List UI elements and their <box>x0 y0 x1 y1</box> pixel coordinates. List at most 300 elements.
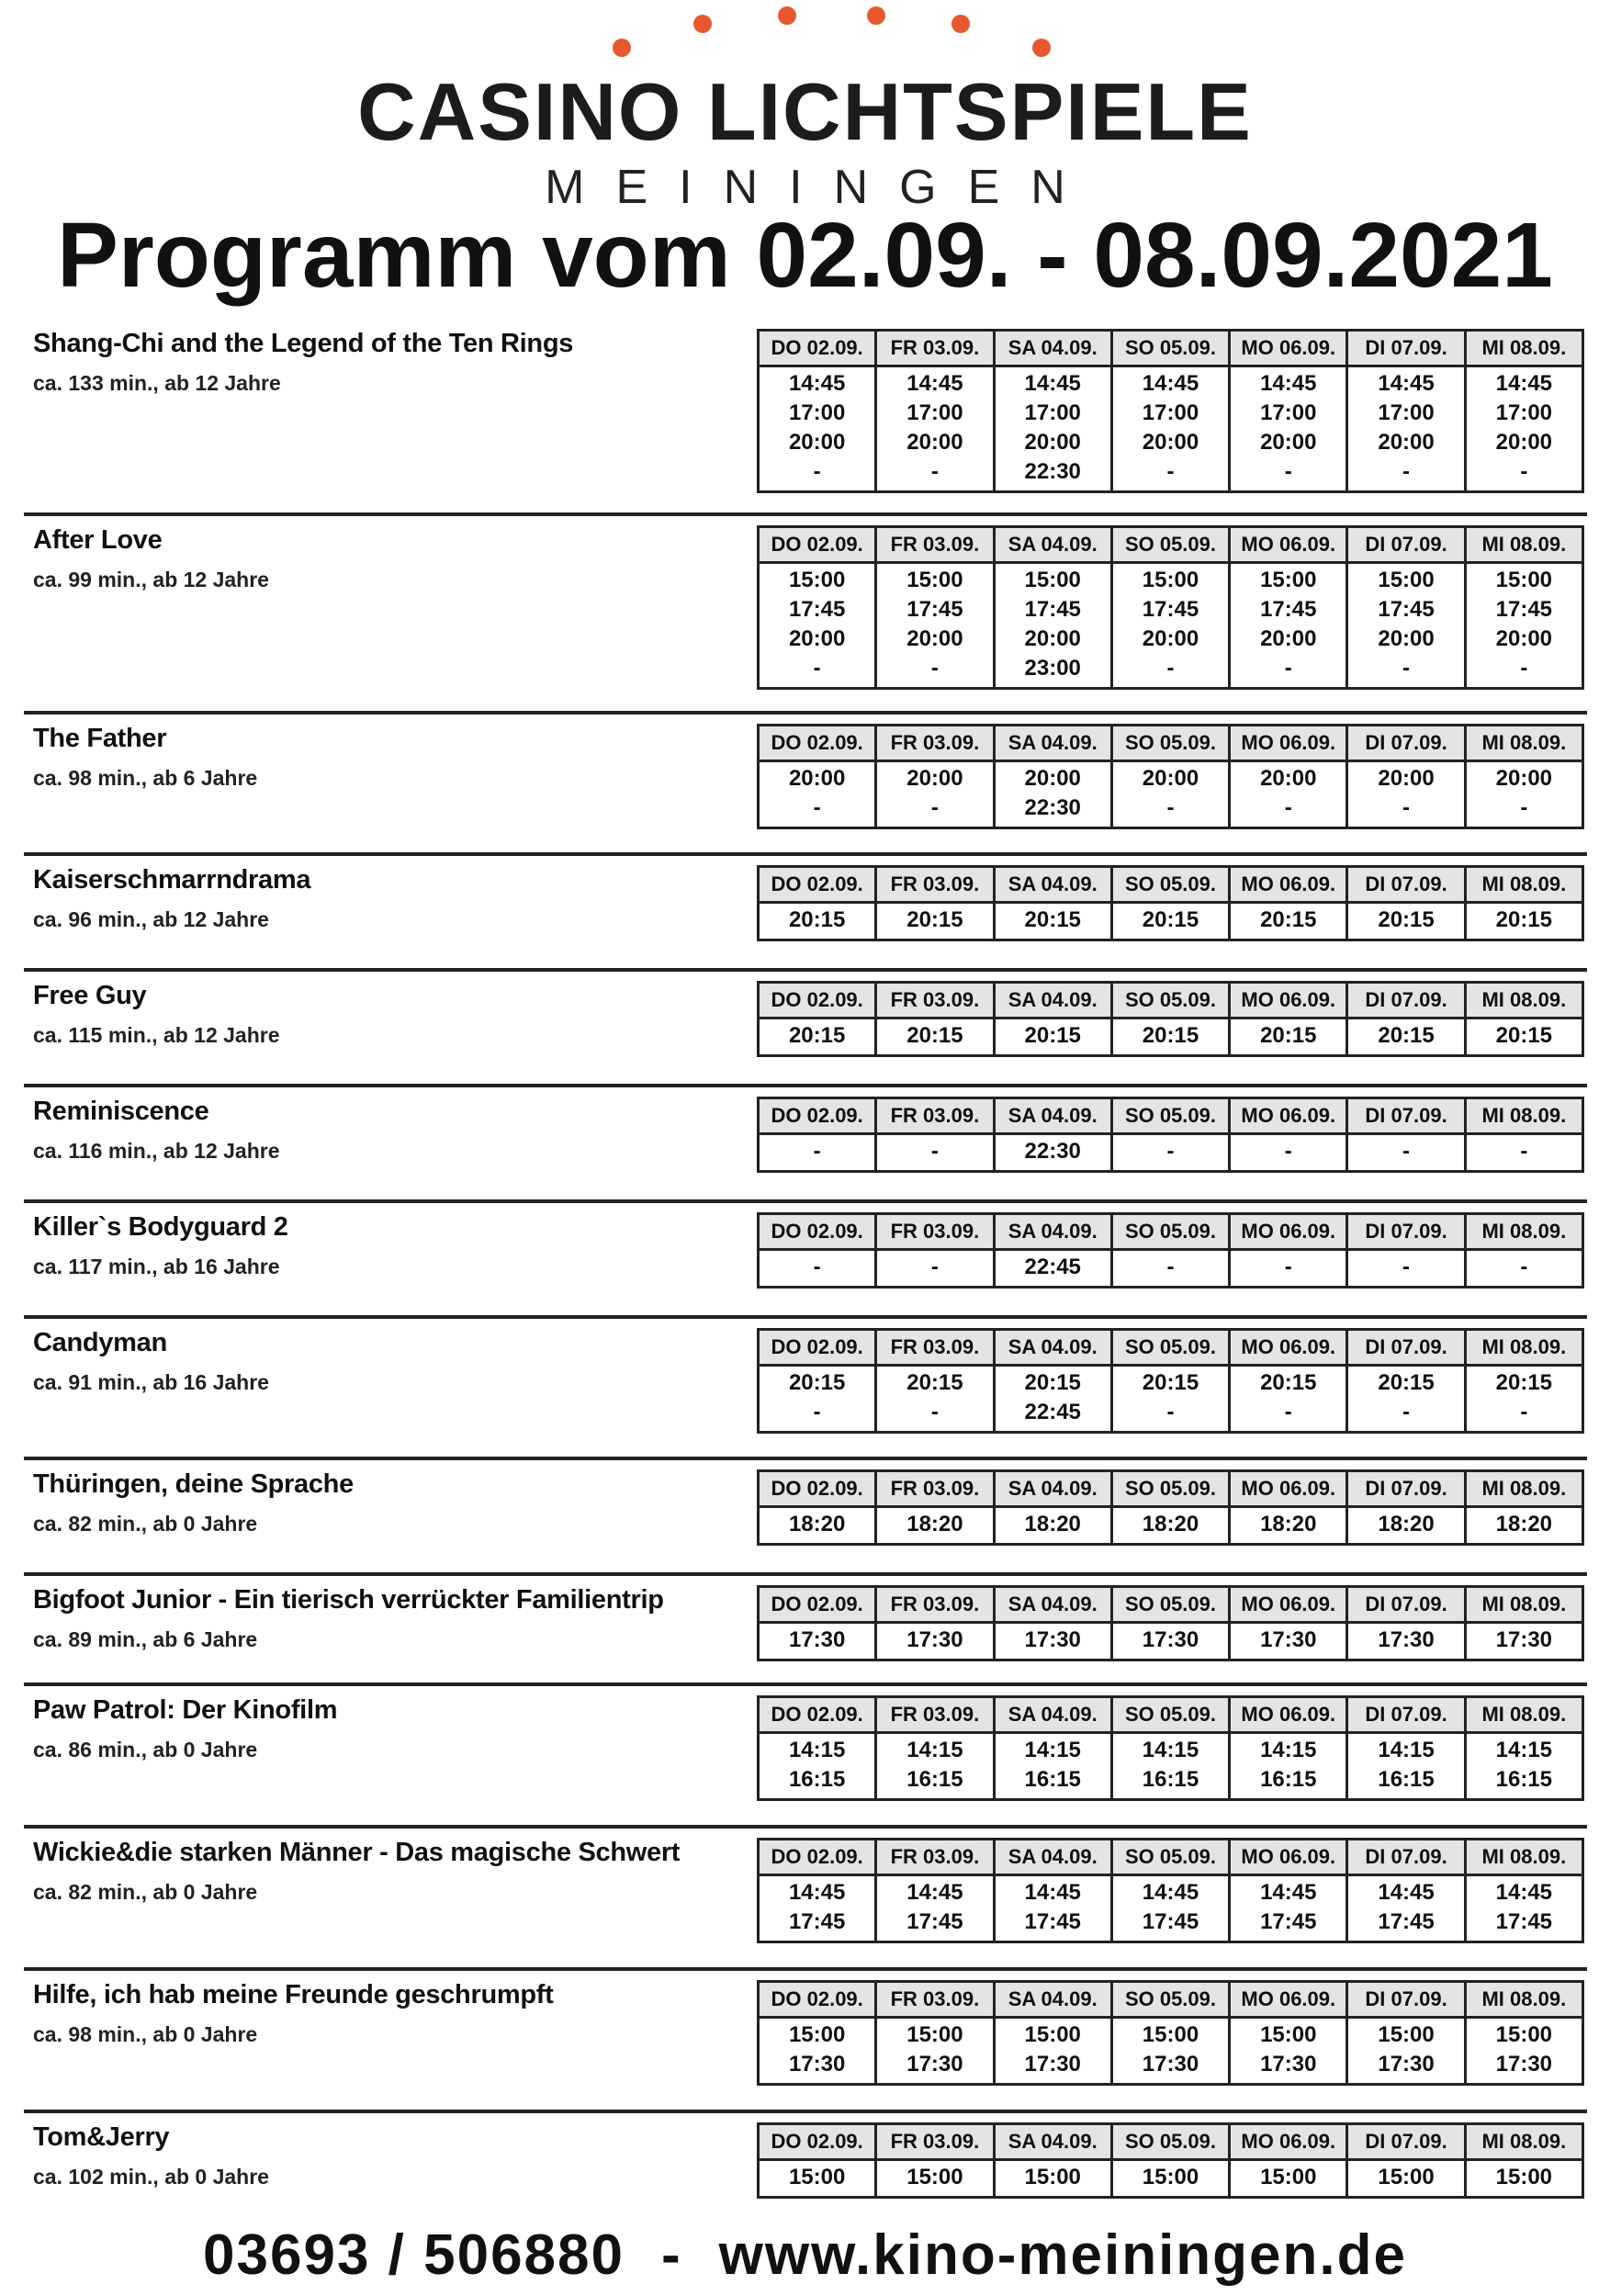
showtime-cell <box>759 761 876 828</box>
day-header: MI 08.09. <box>1465 1587 1582 1623</box>
day-header: DO 02.09. <box>759 726 876 761</box>
showtime-cell <box>1465 366 1582 492</box>
logo-dot <box>693 15 712 33</box>
showtime: 20:00 <box>1260 626 1317 651</box>
movie-row <box>24 972 1587 1087</box>
showtime-cell <box>1230 1134 1347 1172</box>
footer-phone: 03693 / 506880 <box>203 2223 625 2287</box>
showtime-cell <box>994 1623 1111 1660</box>
logo-dots <box>0 0 1610 73</box>
showtime-cell <box>1465 1507 1582 1545</box>
showtimes-row <box>759 1623 1583 1660</box>
movie-title: The Father <box>33 724 167 753</box>
movie-row <box>24 1460 1587 1576</box>
showtime: 17:45 <box>788 1909 846 1934</box>
showtime: - <box>1284 1400 1292 1424</box>
showtime: 18:20 <box>1260 1512 1317 1536</box>
day-header: DO 02.09. <box>759 2124 876 2160</box>
showtime-cell <box>876 1250 994 1288</box>
showtime: 14:45 <box>1142 371 1199 396</box>
showtime: 17:30 <box>906 1627 963 1652</box>
showtime: 20:00 <box>1024 766 1081 791</box>
showtime: 20:15 <box>1024 1370 1081 1395</box>
day-header: DO 02.09. <box>759 1330 876 1366</box>
movie-row <box>24 715 1587 856</box>
showtime: 20:00 <box>1024 430 1081 455</box>
showtime-cell <box>1111 2160 1229 2198</box>
showtime: 20:00 <box>1495 430 1553 455</box>
movie-title: Killer`s Bodyguard 2 <box>33 1212 288 1242</box>
day-header: MO 06.09. <box>1230 1840 1347 1875</box>
showtime: 17:00 <box>1024 400 1081 425</box>
day-header: FR 03.09. <box>876 1982 994 2018</box>
day-header: SO 05.09. <box>1111 867 1229 903</box>
schedule-table <box>757 329 1584 493</box>
showtime: 17:30 <box>1142 1627 1199 1652</box>
showtime: 17:45 <box>788 597 846 622</box>
showtime: 20:15 <box>1260 1370 1317 1395</box>
showtime: - <box>930 1139 939 1164</box>
day-header: DI 07.09. <box>1347 1697 1465 1733</box>
movie-title: Paw Patrol: Der Kinofilm <box>33 1695 338 1725</box>
showtime: 22:45 <box>1024 1400 1081 1424</box>
showtime: - <box>1284 1139 1292 1164</box>
day-header: DI 07.09. <box>1347 983 1465 1019</box>
day-header: MO 06.09. <box>1230 983 1347 1019</box>
showtime-cell <box>1230 563 1347 689</box>
movie-title: Bigfoot Junior - Ein tierisch verrückter Familientrip <box>33 1585 664 1615</box>
showtime: 20:15 <box>1142 1370 1199 1395</box>
showtime-cell <box>994 1507 1111 1545</box>
showtime-cell <box>1230 1733 1347 1800</box>
movie-title: Candyman <box>33 1328 167 1357</box>
day-header: SO 05.09. <box>1111 1330 1229 1366</box>
schedule-header-row <box>759 1214 1583 1250</box>
showtime: - <box>1402 1400 1411 1424</box>
showtime: - <box>1166 656 1175 681</box>
footer-website: www.kino-meiningen.de <box>718 2223 1407 2287</box>
showtime: 14:45 <box>1142 1880 1199 1905</box>
showtime-cell <box>1347 1134 1465 1172</box>
day-header: MO 06.09. <box>1230 1098 1347 1134</box>
schedule-table <box>757 724 1584 829</box>
showtime: - <box>813 1255 821 1279</box>
showtime-cell <box>759 366 876 492</box>
showtime-cell <box>759 1134 876 1172</box>
logo-dot <box>951 15 970 33</box>
day-header: SA 04.09. <box>994 983 1111 1019</box>
day-header: MO 06.09. <box>1230 867 1347 903</box>
schedule-table <box>757 865 1584 941</box>
day-header: DI 07.09. <box>1347 1840 1465 1875</box>
showtime-cell <box>1230 1366 1347 1433</box>
showtime-cell <box>1465 1733 1582 1800</box>
schedule-table <box>757 1980 1584 2086</box>
showtime: 14:15 <box>788 1738 846 1762</box>
showtime: - <box>1520 795 1528 820</box>
showtime: 17:30 <box>1024 2052 1081 2077</box>
showtime: 17:45 <box>906 597 963 622</box>
showtime: - <box>1284 795 1292 820</box>
showtime-cell <box>1465 2018 1582 2085</box>
schedule-header-row <box>759 867 1583 903</box>
showtime-cell <box>1347 1250 1465 1288</box>
day-header: DI 07.09. <box>1347 867 1465 903</box>
showtime: 17:30 <box>1495 1627 1553 1652</box>
page-title: Programm vom 02.09. - 08.09.2021 <box>57 204 1553 307</box>
schedule-header-row <box>759 527 1583 563</box>
showtime: 18:20 <box>1024 1512 1081 1536</box>
showtime: 20:15 <box>906 1370 963 1395</box>
day-header: DO 02.09. <box>759 1587 876 1623</box>
schedule-header-row <box>759 983 1583 1019</box>
day-header: SO 05.09. <box>1111 726 1229 761</box>
showtime: 23:00 <box>1024 656 1081 681</box>
brand-city: MEININGEN <box>545 161 1097 214</box>
showtime-cell <box>994 2018 1111 2085</box>
showtime-cell <box>1465 1250 1582 1288</box>
showtime: 14:45 <box>1495 371 1553 396</box>
showtime-cell <box>1347 1875 1465 1942</box>
showtimes-row <box>759 1507 1583 1545</box>
showtime: 17:00 <box>788 400 846 425</box>
showtime: - <box>1402 1139 1411 1164</box>
footer <box>0 2223 1610 2288</box>
showtime-cell <box>994 1250 1111 1288</box>
showtime-cell <box>876 2160 994 2198</box>
day-header: SO 05.09. <box>1111 1587 1229 1623</box>
schedule-header-row <box>759 1471 1583 1507</box>
day-header: MO 06.09. <box>1230 1587 1347 1623</box>
showtime-cell <box>1465 1366 1582 1433</box>
showtime-cell <box>1347 1623 1465 1660</box>
movie-row <box>24 2113 1587 2212</box>
showtime: 15:00 <box>906 568 963 592</box>
movie-meta: ca. 117 min., ab 16 Jahre <box>33 1255 280 1278</box>
showtime: 20:15 <box>1495 1370 1553 1395</box>
day-header: MI 08.09. <box>1465 1840 1582 1875</box>
day-header: SA 04.09. <box>994 2124 1111 2160</box>
day-header: DI 07.09. <box>1347 2124 1465 2160</box>
day-header: FR 03.09. <box>876 1214 994 1250</box>
schedule-table <box>757 2122 1584 2199</box>
showtime-cell <box>1347 2018 1465 2085</box>
showtime: 15:00 <box>1142 2165 1199 2189</box>
showtime: 17:00 <box>1260 400 1317 425</box>
showtime-cell <box>1230 1250 1347 1288</box>
showtime-cell <box>994 1875 1111 1942</box>
showtime: 20:00 <box>1260 766 1317 791</box>
day-header: SA 04.09. <box>994 726 1111 761</box>
day-header: DI 07.09. <box>1347 331 1465 366</box>
showtime: 20:00 <box>788 766 846 791</box>
showtime-cell <box>759 2160 876 2198</box>
showtime: 20:00 <box>1495 766 1553 791</box>
showtime: 14:45 <box>788 1880 846 1905</box>
movie-meta: ca. 86 min., ab 0 Jahre <box>33 1738 258 1761</box>
day-header: FR 03.09. <box>876 331 994 366</box>
day-header: MO 06.09. <box>1230 1330 1347 1366</box>
movie-title: Thüringen, deine Sprache <box>33 1469 354 1499</box>
showtime-cell <box>1347 903 1465 940</box>
showtime: 18:20 <box>1378 1512 1435 1536</box>
showtime-cell <box>1230 761 1347 828</box>
movie-row <box>24 1971 1587 2113</box>
showtime-cell <box>1111 1507 1229 1545</box>
showtime-cell <box>1230 1623 1347 1660</box>
schedule-header-row <box>759 1840 1583 1875</box>
movie-meta: ca. 133 min., ab 12 Jahre <box>33 371 281 395</box>
logo-dot <box>1032 39 1051 57</box>
day-header: MI 08.09. <box>1465 331 1582 366</box>
schedule-table <box>757 1097 1584 1173</box>
day-header: FR 03.09. <box>876 527 994 563</box>
showtime: - <box>1402 459 1411 484</box>
schedule-header-row <box>759 331 1583 366</box>
day-header: MI 08.09. <box>1465 867 1582 903</box>
showtime-cell <box>1465 1623 1582 1660</box>
showtime-cell <box>1230 2160 1347 2198</box>
day-header: SA 04.09. <box>994 527 1111 563</box>
showtime: 20:00 <box>1142 626 1199 651</box>
day-header: MI 08.09. <box>1465 1982 1582 2018</box>
showtime-cell <box>994 903 1111 940</box>
showtime: 20:00 <box>1378 430 1435 455</box>
day-header: SO 05.09. <box>1111 1697 1229 1733</box>
schedule-table <box>757 1212 1584 1289</box>
showtime: 18:20 <box>906 1512 963 1536</box>
day-header: MI 08.09. <box>1465 527 1582 563</box>
movie-row <box>24 1203 1587 1319</box>
day-header: MO 06.09. <box>1230 2124 1347 2160</box>
showtime-cell <box>1111 903 1229 940</box>
day-header: FR 03.09. <box>876 1587 994 1623</box>
movie-meta: ca. 102 min., ab 0 Jahre <box>33 2165 269 2189</box>
showtime-cell <box>1111 761 1229 828</box>
showtime: 16:15 <box>1378 1767 1435 1792</box>
showtimes-row <box>759 1019 1583 1056</box>
day-header: MO 06.09. <box>1230 527 1347 563</box>
showtimes-row <box>759 2160 1583 2198</box>
movie-title: Reminiscence <box>33 1097 209 1126</box>
showtime: - <box>1520 1400 1528 1424</box>
showtime: 20:00 <box>1142 430 1199 455</box>
showtime: 20:15 <box>1142 907 1199 932</box>
day-header: SO 05.09. <box>1111 331 1229 366</box>
showtime: 17:45 <box>1142 1909 1199 1934</box>
showtime: 17:00 <box>906 400 963 425</box>
showtime-cell <box>1465 1875 1582 1942</box>
showtime-cell <box>1230 1507 1347 1545</box>
showtime: 20:15 <box>1024 907 1081 932</box>
showtime: 17:45 <box>1495 597 1553 622</box>
showtime: 14:45 <box>906 1880 963 1905</box>
movie-row <box>24 1576 1587 1686</box>
showtime: 20:00 <box>1024 626 1081 651</box>
showtime: 14:15 <box>1142 1738 1199 1762</box>
showtime: 18:20 <box>1142 1512 1199 1536</box>
showtime: 16:15 <box>1024 1767 1081 1792</box>
showtime-cell <box>1111 1366 1229 1433</box>
showtime-cell <box>1465 903 1582 940</box>
day-header: MI 08.09. <box>1465 726 1582 761</box>
showtime-cell <box>1111 1019 1229 1056</box>
showtime: 17:00 <box>1495 400 1553 425</box>
showtime: 17:45 <box>1378 597 1435 622</box>
showtime: 14:45 <box>788 371 846 396</box>
movie-row <box>24 1686 1587 1829</box>
day-header: DO 02.09. <box>759 983 876 1019</box>
showtime-cell <box>876 1733 994 1800</box>
day-header: SO 05.09. <box>1111 1214 1229 1250</box>
showtime: 16:15 <box>788 1767 846 1792</box>
day-header: DI 07.09. <box>1347 1471 1465 1507</box>
showtime: 17:30 <box>1260 2052 1317 2077</box>
schedule-header-row <box>759 1982 1583 2018</box>
movie-row <box>24 516 1587 715</box>
showtime-cell <box>994 761 1111 828</box>
day-header: DO 02.09. <box>759 331 876 366</box>
showtime-cell <box>1230 366 1347 492</box>
schedule-header-row <box>759 1098 1583 1134</box>
showtime: 14:15 <box>1378 1738 1435 1762</box>
showtime-cell <box>759 1733 876 1800</box>
showtime-cell <box>876 1019 994 1056</box>
day-header: DO 02.09. <box>759 867 876 903</box>
day-header: DO 02.09. <box>759 527 876 563</box>
showtime: - <box>813 1139 821 1164</box>
showtime: - <box>1520 459 1528 484</box>
showtimes-row <box>759 1366 1583 1433</box>
schedule-table <box>757 1585 1584 1661</box>
showtimes-row <box>759 563 1583 689</box>
showtime: 17:30 <box>1260 1627 1317 1652</box>
schedule-header-row <box>759 2124 1583 2160</box>
showtime: 14:45 <box>906 371 963 396</box>
movie-row <box>24 1087 1587 1203</box>
showtime-cell <box>1347 1366 1465 1433</box>
showtime: 18:20 <box>788 1512 846 1536</box>
showtime: - <box>930 795 939 820</box>
movie-meta: ca. 82 min., ab 0 Jahre <box>33 1880 258 1904</box>
schedule-table <box>757 1838 1584 1943</box>
showtime: 20:15 <box>1142 1023 1199 1048</box>
showtime: 16:15 <box>1260 1767 1317 1792</box>
showtimes-row <box>759 903 1583 940</box>
day-header: SO 05.09. <box>1111 983 1229 1019</box>
showtime-cell <box>994 1019 1111 1056</box>
showtime: - <box>1166 459 1175 484</box>
showtime-cell <box>1111 1733 1229 1800</box>
showtime: 18:20 <box>1495 1512 1553 1536</box>
showtime-cell <box>759 903 876 940</box>
showtime-cell <box>994 1733 1111 1800</box>
showtime-cell <box>994 2160 1111 2198</box>
movie-meta: ca. 116 min., ab 12 Jahre <box>33 1139 280 1163</box>
day-header: SA 04.09. <box>994 1697 1111 1733</box>
showtime: 17:30 <box>788 2052 846 2077</box>
showtime: 17:30 <box>1142 2052 1199 2077</box>
showtime-cell <box>876 366 994 492</box>
showtime: 20:00 <box>1260 430 1317 455</box>
day-header: SA 04.09. <box>994 1098 1111 1134</box>
showtime: 15:00 <box>1024 568 1081 592</box>
day-header: MI 08.09. <box>1465 1471 1582 1507</box>
showtime: 15:00 <box>1378 568 1435 592</box>
showtime: - <box>930 1400 939 1424</box>
day-header: MI 08.09. <box>1465 1697 1582 1733</box>
showtime: - <box>1402 795 1411 820</box>
showtime-cell <box>1111 563 1229 689</box>
showtime: 17:30 <box>788 1627 846 1652</box>
showtime: - <box>1284 459 1292 484</box>
showtime: 20:00 <box>906 766 963 791</box>
showtime-cell <box>1465 761 1582 828</box>
day-header: SO 05.09. <box>1111 1982 1229 2018</box>
showtime: 17:30 <box>1378 2052 1435 2077</box>
movie-title: Kaiserschmarrndrama <box>33 865 311 895</box>
showtime: 15:00 <box>906 2165 963 2189</box>
day-header: DO 02.09. <box>759 1098 876 1134</box>
showtime: 20:15 <box>1260 907 1317 932</box>
schedule-table <box>757 1469 1584 1546</box>
showtime: 14:15 <box>1024 1738 1081 1762</box>
schedule-table <box>757 981 1584 1057</box>
movie-row <box>24 856 1587 972</box>
showtime: 15:00 <box>906 2022 963 2047</box>
showtime-cell <box>876 903 994 940</box>
logo-dot <box>778 6 796 25</box>
showtime: 15:00 <box>1260 2022 1317 2047</box>
showtimes-row <box>759 1733 1583 1800</box>
showtime: 17:45 <box>1378 1909 1435 1934</box>
movie-title: Tom&Jerry <box>33 2122 170 2152</box>
showtime: 17:45 <box>1024 1909 1081 1934</box>
day-header: MO 06.09. <box>1230 726 1347 761</box>
showtime-cell <box>1465 1134 1582 1172</box>
day-header: FR 03.09. <box>876 1098 994 1134</box>
movie-title: Shang-Chi and the Legend of the Ten Rings <box>33 329 574 358</box>
day-header: MI 08.09. <box>1465 1098 1582 1134</box>
showtime: 14:45 <box>1260 371 1317 396</box>
day-header: DO 02.09. <box>759 1214 876 1250</box>
movie-row <box>24 320 1587 516</box>
showtime-cell <box>876 1134 994 1172</box>
day-header: SO 05.09. <box>1111 1098 1229 1134</box>
showtime: - <box>813 459 821 484</box>
showtime-cell <box>1111 366 1229 492</box>
showtime: 20:00 <box>788 626 846 651</box>
showtime: 20:15 <box>788 907 846 932</box>
showtime: - <box>1166 795 1175 820</box>
day-header: MO 06.09. <box>1230 1471 1347 1507</box>
showtime-cell <box>1230 2018 1347 2085</box>
showtime: - <box>1166 1139 1175 1164</box>
showtime: - <box>1166 1400 1175 1424</box>
movie-meta: ca. 99 min., ab 12 Jahre <box>33 568 269 591</box>
showtime-cell <box>994 1366 1111 1433</box>
showtime-cell <box>876 1623 994 1660</box>
showtime: - <box>930 459 939 484</box>
showtime-cell <box>994 563 1111 689</box>
showtime: 14:45 <box>1495 1880 1553 1905</box>
showtime: 20:15 <box>1024 1023 1081 1048</box>
showtime: 20:00 <box>788 430 846 455</box>
showtime: 15:00 <box>1024 2165 1081 2189</box>
showtime: 17:45 <box>1260 597 1317 622</box>
showtime: 14:15 <box>906 1738 963 1762</box>
showtime: - <box>1402 1255 1411 1279</box>
